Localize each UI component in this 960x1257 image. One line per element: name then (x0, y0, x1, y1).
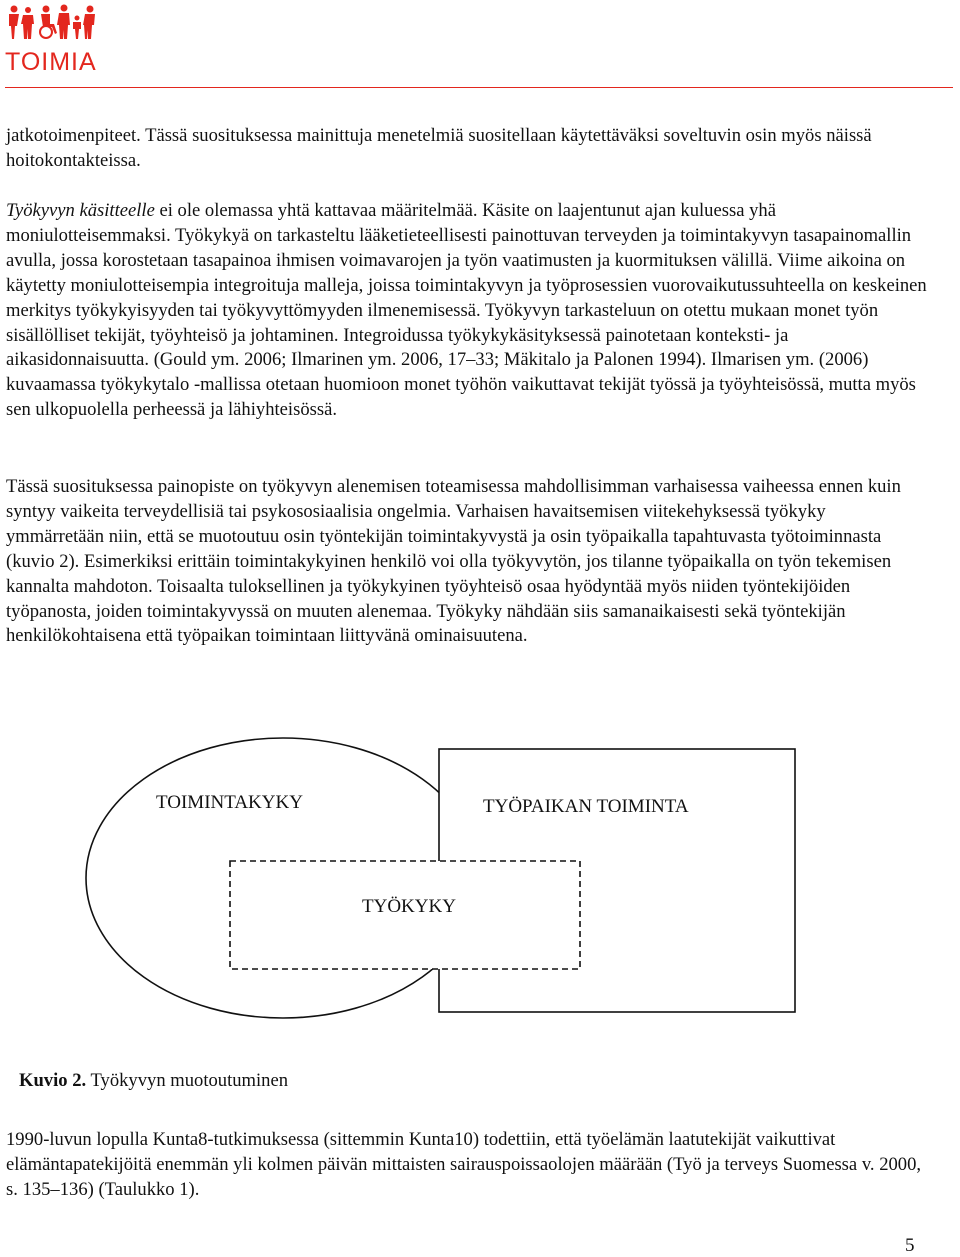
figure-caption-text: Työkyvyn muotoutuminen (86, 1070, 289, 1091)
toimia-logo-text: TOIMIA (5, 48, 97, 76)
paragraph-4: 1990-luvun lopulla Kunta8-tutkimuksessa (sittemmin Kunta10) todettiin, että työelämän laatutekijät vaikuttivat elämäntapatekijöitä enemmän yli kolmen päivän mittaisten sairauspoissaolojen määrään (Työ ja terveys Suomessa v. 2000, s. 135–136) (Taulukko 1). (6, 1129, 922, 1200)
figure-caption-label: Kuvio 2. (19, 1070, 87, 1091)
paragraph-2 (6, 199, 928, 423)
diagram-label-toimintakyky: TOIMINTAKYKY (156, 792, 303, 813)
paragraph-2-italic-term: Työkyvyn käsitteelle (6, 200, 155, 221)
page-number: 5 (905, 1235, 915, 1256)
work-ability-diagram (70, 735, 810, 1035)
toimia-logo-figures-icon (6, 4, 98, 40)
page-header (0, 0, 960, 90)
paragraph-2-text: ei ole olemassa yhtä kattavaa määritelmää. Käsite on laajentunut ajan kuluessa yhä moniulotteisemmaksi. Työkykyä on tarkasteltu lääketieteellisesti painottuvan terveyden ja toimintakyvyn tasapainomallin avulla, jossa korostetaan tasapainoa ihmisen voimavarojen ja työn vaatimusten ja kuormituksen välillä. Viime aikoina on käytetty moniulotteisempia integroituja malleja, joissa toimintakyvyn ja työprosessien vuorovaikutussuhteella on keskeinen merkitys työkykyisyyden tai työkyvyttömyyden ilmenemisessä. Työkyvyn tarkasteluun on otettu mukaan monet työn sisällölliset tekijät, työyhteisö ja johtaminen. Integroidussa työkykykäsityksessä painotetaan konteksti- ja aikasidonnaisuutta. (Gould ym. 2006; Ilmarinen ym. 2006, 17–33; Mäkitalo ja Palonen 1994). Ilmarisen ym. (2006) kuvaamassa työkykytalo -mallissa otetaan huomioon monet työhön vaikuttavat tekijät työssä ja työyhteisössä, mutta myös sen ulkopuolella perheessä ja lähiyhteisössä. (6, 200, 927, 421)
paragraph-3: Tässä suosituksessa painopiste on työkyvyn alenemisen toteamisessa mahdollisimman varhaisessa vaiheessa ennen kuin syntyy vaikeita terveydellisiä tai psykososiaalisia ongelmia. Varhaisen havaitsemisen viitekehyksessä työkyky ymmärretään niin, että se muotoutuu osin työntekijän toimintakyvystä ja osin työpaikalla tapahtuvasta työtoiminnasta (kuvio 2). Esimerkiksi erittäin toimintakykyinen henkilö voi olla työkyvytön, jos tilanne työpaikalla on työn tekemisen kannalta mahdoton. Toisaalta tuloksellinen ja työkykyinen työyhteisö osaa hyödyntää myös niiden työntekijöiden työpanosta, joiden toimintakyvyssä on muuten alenemaa. Työkyky nähdään siis samanaikaisesti sekä työntekijän henkilökohtaisena että työpaikan toimintaan liittyvänä ominaisuutena. (6, 476, 901, 647)
header-divider (5, 87, 953, 88)
diagram-label-tyopaikan-toiminta: TYÖPAIKAN TOIMINTA (483, 796, 689, 817)
figure-caption (19, 1069, 288, 1094)
paragraph-1: jatkotoimenpiteet. Tässä suosituksessa mainittuja menetelmiä suositellaan käytettäväksi soveltuvin osin myös näissä hoitokontakteissa. (6, 125, 872, 171)
diagram-label-tyokyky: TYÖKYKY (362, 896, 456, 917)
